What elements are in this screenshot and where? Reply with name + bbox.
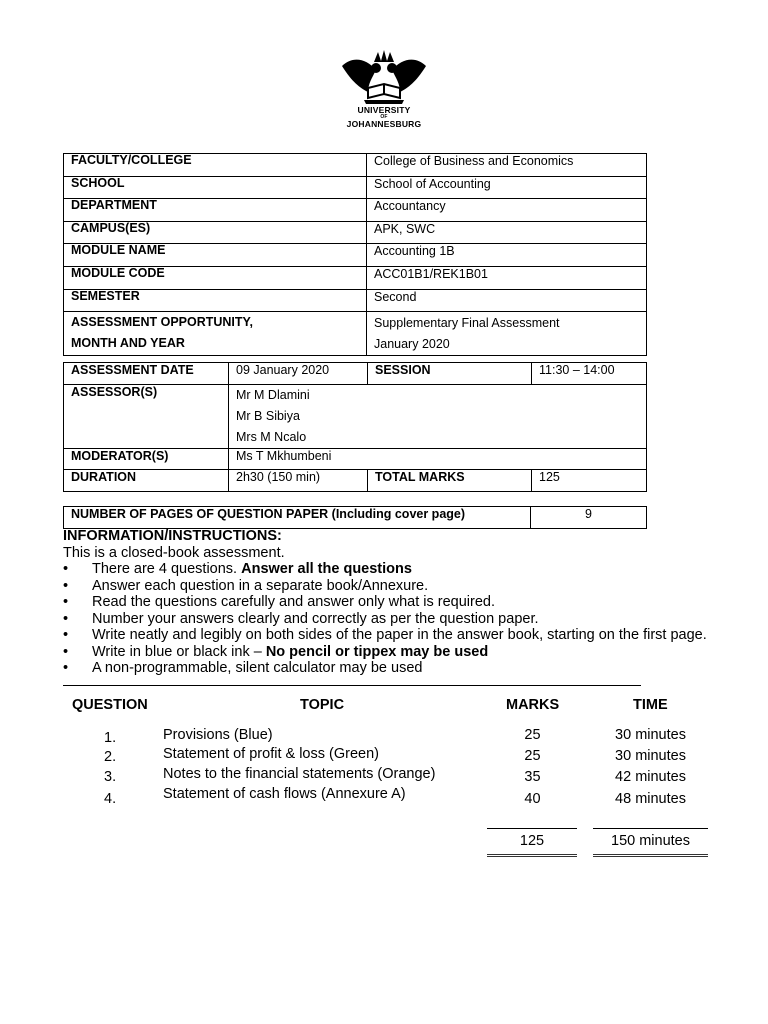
section-divider <box>63 685 641 686</box>
question-marks: 25 <box>524 727 541 743</box>
question-number: 3. <box>104 769 117 785</box>
instruction-bold-text: Answer all the questions <box>241 561 412 577</box>
instruction-item <box>63 660 743 677</box>
instruction-item <box>63 594 743 611</box>
instruction-text: Write neatly and legibly on both sides of the paper in the answer book, starting on the first page. <box>92 627 707 643</box>
module-info-row <box>64 266 647 289</box>
bullet-icon: • <box>63 610 69 627</box>
duration-value: 2h30 (150 min) <box>229 470 368 492</box>
assessment-details-table <box>63 362 647 492</box>
school-label: SCHOOL <box>64 176 367 199</box>
marks-subtotal-line <box>487 828 577 829</box>
kingfisher-emblem-icon <box>338 48 430 106</box>
bullet-icon: • <box>63 643 69 660</box>
total-marks-label: TOTAL MARKS <box>368 470 532 492</box>
instructions-heading: INFORMATION/INSTRUCTIONS: <box>63 528 282 544</box>
assessment-row <box>64 363 647 385</box>
question-time: 30 minutes <box>615 748 686 764</box>
instructions-intro: This is a closed-book assessment. <box>63 544 285 561</box>
assessment-row <box>64 448 647 470</box>
instructions-section <box>63 528 743 677</box>
pages-label: NUMBER OF PAGES OF QUESTION PAPER (Including cover page) <box>64 507 531 529</box>
question-topic: Statement of profit & loss (Green) <box>163 746 379 762</box>
instruction-item <box>63 578 743 595</box>
assessment-opportunity-label-line2: MONTH AND YEAR <box>71 336 185 351</box>
question-marks: 40 <box>524 791 541 807</box>
department-label: DEPARTMENT <box>64 199 367 222</box>
instruction-bold-text: No pencil or tippex may be used <box>265 643 489 660</box>
marks-header: MARKS <box>506 697 560 713</box>
campus-label: CAMPUS(ES) <box>64 221 367 244</box>
instruction-item <box>63 561 743 578</box>
bullet-icon: • <box>63 561 69 577</box>
bullet-icon: • <box>63 627 69 643</box>
moderators-label: MODERATOR(S) <box>64 448 229 470</box>
logo-text-johannesburg: JOHANNESBURG <box>346 119 422 129</box>
faculty-value: College of Business and Economics <box>367 154 647 177</box>
question-number: 4. <box>104 791 117 807</box>
question-marks: 35 <box>524 769 541 785</box>
assessor-name: Mr M Dlamini <box>236 387 310 402</box>
time-header: TIME <box>633 697 668 713</box>
module-code-value: ACC01B1/REK1B01 <box>367 266 647 289</box>
assessment-opportunity-label <box>64 312 367 356</box>
instruction-text: Read the questions carefully and answer only what is required. <box>92 594 496 610</box>
question-time: 30 minutes <box>615 727 686 743</box>
assessment-row <box>64 384 647 448</box>
logo-text-university: UNIVERSITY <box>357 105 411 115</box>
assessment-date-value: 09 January 2020 <box>229 363 368 385</box>
time-subtotal-line <box>593 828 708 829</box>
instruction-item <box>63 611 743 628</box>
moderator-name: Ms T Mkhumbeni <box>229 448 647 470</box>
assessment-opportunity-value <box>367 312 647 356</box>
bullet-icon: • <box>63 577 69 594</box>
question-topic: Statement of cash flows (Annexure A) <box>163 786 406 802</box>
module-info-row <box>64 312 647 356</box>
question-topic: Notes to the financial statements (Orange) <box>163 766 436 782</box>
session-value: 11:30 – 14:00 <box>532 363 647 385</box>
total-time: 150 minutes <box>611 833 690 849</box>
session-label: SESSION <box>368 363 532 385</box>
module-name-value: Accounting 1B <box>367 244 647 267</box>
assessor-name: Mr B Sibiya <box>236 408 300 423</box>
duration-label: DURATION <box>64 470 229 492</box>
assessors-label: ASSESSOR(S) <box>64 384 229 448</box>
department-value: Accountancy <box>367 199 647 222</box>
faculty-label: FACULTY/COLLEGE <box>64 154 367 177</box>
bullet-icon: • <box>63 660 69 676</box>
semester-label: SEMESTER <box>64 289 367 312</box>
question-topic: Provisions (Blue) <box>163 727 273 743</box>
assessment-row <box>64 470 647 492</box>
logo-text-of: OF <box>380 114 388 120</box>
assessment-opportunity-value-line1: Supplementary Final Assessment <box>374 316 560 331</box>
pages-value: 9 <box>531 507 647 529</box>
question-time: 48 minutes <box>615 791 686 807</box>
assessment-date-label: ASSESSMENT DATE <box>64 363 229 385</box>
campus-value: APK, SWC <box>367 221 647 244</box>
instruction-text: Write in blue or black ink – <box>92 643 266 660</box>
module-info-row <box>64 176 647 199</box>
pages-row <box>64 507 647 529</box>
instruction-item <box>63 627 743 644</box>
question-number: 2. <box>104 749 117 765</box>
pages-table <box>63 506 647 529</box>
assessment-opportunity-label-line1: ASSESSMENT OPPORTUNITY, <box>71 315 253 330</box>
module-info-table <box>63 153 647 356</box>
total-marks: 125 <box>519 833 545 849</box>
instruction-text: Number your answers clearly and correctly as per the question paper. <box>92 610 539 627</box>
assessor-name: Mrs M Ncalo <box>236 429 307 444</box>
bullet-icon: • <box>63 594 69 610</box>
instruction-text: There are 4 questions. <box>92 561 242 577</box>
semester-value: Second <box>367 289 647 312</box>
instructions-list <box>63 561 743 677</box>
module-info-row <box>64 289 647 312</box>
question-header: QUESTION <box>72 697 148 713</box>
question-marks: 25 <box>524 748 541 764</box>
module-name-label: MODULE NAME <box>64 244 367 267</box>
marks-total-double-line <box>487 854 577 857</box>
school-value: School of Accounting <box>367 176 647 199</box>
university-logo <box>336 48 432 129</box>
assessors-list <box>229 384 647 448</box>
module-info-row <box>64 221 647 244</box>
topic-header: TOPIC <box>300 697 345 713</box>
time-total-double-line <box>593 854 708 857</box>
assessment-opportunity-value-line2: January 2020 <box>374 337 450 352</box>
total-marks-value: 125 <box>532 470 647 492</box>
question-time: 42 minutes <box>615 769 686 785</box>
module-info-row <box>64 244 647 267</box>
question-number: 1. <box>104 730 117 746</box>
module-code-label: MODULE CODE <box>64 266 367 289</box>
module-info-row <box>64 199 647 222</box>
instruction-text: A non-programmable, silent calculator may be used <box>92 660 423 676</box>
instruction-text: Answer each question in a separate book/Annexure. <box>92 577 429 594</box>
instruction-item <box>63 644 743 661</box>
module-info-row <box>64 154 647 177</box>
